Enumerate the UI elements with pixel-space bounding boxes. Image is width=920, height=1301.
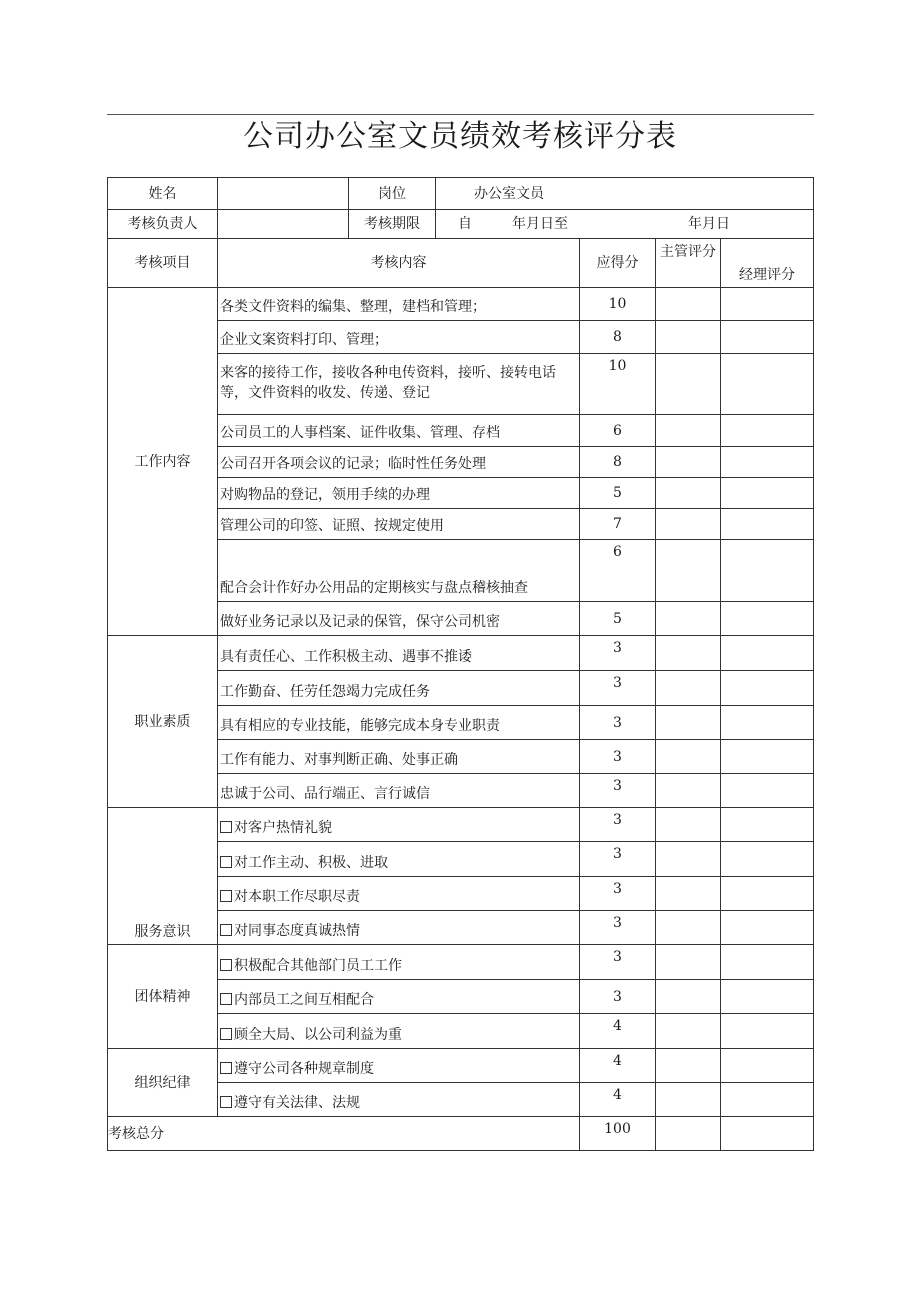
item-points: 5: [580, 478, 656, 509]
item-text: 积极配合其他部门员工工作: [234, 958, 402, 974]
name-field[interactable]: [218, 178, 349, 210]
group-label: 服务意识: [108, 808, 218, 945]
item-text: 公司召开各项会议的记录；临时性任务处理: [220, 456, 486, 472]
col-item: 考核项目: [108, 239, 218, 288]
header-row-name: [108, 178, 814, 210]
period-label: 考核期限: [349, 210, 436, 239]
item-content: [218, 288, 580, 321]
item-points: 3: [580, 945, 656, 980]
table-row: [108, 945, 814, 980]
item-text: 企业文案资料打印、管理；: [220, 332, 388, 348]
manager-score-cell[interactable]: [721, 842, 814, 877]
item-text: 公司员工的人事档案、证件收集、管理、存档: [220, 425, 500, 441]
assessor-field[interactable]: [218, 210, 349, 239]
item-content: [218, 321, 580, 354]
col-content: 考核内容: [218, 239, 580, 288]
item-content: [218, 415, 580, 447]
manager-score-cell[interactable]: [721, 740, 814, 774]
column-header-row: [108, 239, 814, 288]
supervisor-score-cell[interactable]: [656, 415, 721, 447]
item-points: 3: [580, 842, 656, 877]
supervisor-score-cell[interactable]: [656, 1049, 721, 1083]
manager-score-cell[interactable]: [721, 321, 814, 354]
item-text: 各类文件资料的编集、整理，建档和管理；: [220, 299, 486, 315]
item-text: 对本职工作尽职尽责: [234, 889, 360, 905]
checkbox-icon[interactable]: [220, 1096, 232, 1108]
supervisor-score-cell[interactable]: [656, 321, 721, 354]
item-points: 3: [580, 774, 656, 808]
item-content: [218, 478, 580, 509]
supervisor-score-cell[interactable]: [656, 808, 721, 842]
manager-score-cell[interactable]: [721, 945, 814, 980]
position-value: 办公室文员: [436, 178, 814, 210]
group-label: 职业素质: [108, 636, 218, 808]
group-label: 组织纪律: [108, 1049, 218, 1117]
item-content: [218, 447, 580, 478]
checkbox-icon[interactable]: [220, 821, 232, 833]
item-points: 4: [580, 1049, 656, 1083]
total-points: 100: [580, 1117, 656, 1151]
item-points: 4: [580, 1083, 656, 1117]
item-content: [218, 980, 580, 1014]
table-row: [108, 1049, 814, 1083]
item-text: 具有相应的专业技能，能够完成本身专业职责: [220, 718, 500, 734]
item-content: [218, 740, 580, 774]
checkbox-icon[interactable]: [220, 1062, 232, 1074]
item-points: 10: [580, 354, 656, 415]
checkbox-icon[interactable]: [220, 890, 232, 902]
item-points: 5: [580, 602, 656, 636]
item-text: 配合会计作好办公用品的定期核实与盘点稽核抽查: [220, 580, 528, 596]
group-label: 工作内容: [108, 288, 218, 636]
item-text: 对同事态度真诚热情: [234, 923, 360, 939]
supervisor-score-cell[interactable]: [656, 774, 721, 808]
manager-score-cell[interactable]: [721, 540, 814, 602]
item-text: 顾全大局、以公司利益为重: [234, 1027, 402, 1043]
item-content: [218, 877, 580, 911]
item-content: [218, 540, 580, 602]
manager-score-cell[interactable]: [721, 288, 814, 321]
manager-score-cell[interactable]: [721, 415, 814, 447]
col-manager: 经理评分: [721, 239, 814, 288]
manager-score-cell[interactable]: [721, 774, 814, 808]
supervisor-score-cell[interactable]: [656, 478, 721, 509]
checkbox-icon[interactable]: [220, 993, 232, 1005]
table-row: [108, 636, 814, 671]
item-text: 做好业务记录以及记录的保管，保守公司机密: [220, 614, 500, 630]
item-content: [218, 774, 580, 808]
checkbox-icon[interactable]: [220, 959, 232, 971]
checkbox-icon[interactable]: [220, 1028, 232, 1040]
checkbox-icon[interactable]: [220, 856, 232, 868]
period-from: 自: [458, 216, 472, 232]
item-points: 6: [580, 540, 656, 602]
total-row: [108, 1117, 814, 1151]
manager-score-cell[interactable]: [721, 509, 814, 540]
item-points: 7: [580, 509, 656, 540]
supervisor-score-cell[interactable]: [656, 980, 721, 1014]
item-text: 来客的接待工作，接收各种电传资料，接听、接转电话等，文件资料的收发、传递、登记: [220, 364, 556, 401]
item-content: [218, 1014, 580, 1049]
table-row: [108, 808, 814, 842]
total-label: 考核总分: [108, 1117, 580, 1151]
name-label: 姓名: [108, 178, 218, 210]
period-end: 年月日: [688, 216, 730, 232]
item-content: [218, 842, 580, 877]
manager-score-cell[interactable]: [721, 447, 814, 478]
manager-score-cell[interactable]: [721, 911, 814, 945]
evaluation-table: [107, 177, 814, 1151]
manager-score-cell[interactable]: [721, 980, 814, 1014]
supervisor-score-cell[interactable]: [656, 842, 721, 877]
supervisor-score-cell[interactable]: [656, 1014, 721, 1049]
item-points: 3: [580, 808, 656, 842]
manager-score-cell[interactable]: [721, 706, 814, 740]
item-content: [218, 911, 580, 945]
total-supervisor-cell[interactable]: [656, 1117, 721, 1151]
supervisor-score-cell[interactable]: [656, 671, 721, 706]
assessor-label: 考核负责人: [108, 210, 218, 239]
supervisor-score-cell[interactable]: [656, 877, 721, 911]
item-content: [218, 354, 580, 415]
item-points: 6: [580, 415, 656, 447]
supervisor-score-cell[interactable]: [656, 911, 721, 945]
item-text: 对购物品的登记，领用手续的办理: [220, 487, 430, 503]
item-text: 管理公司的印签、证照、按规定使用: [220, 518, 444, 534]
item-content: [218, 1049, 580, 1083]
header-row-assessor: [108, 210, 814, 239]
supervisor-score-cell[interactable]: [656, 706, 721, 740]
item-points: 10: [580, 288, 656, 321]
supervisor-score-cell[interactable]: [656, 354, 721, 415]
item-content: [218, 808, 580, 842]
item-text: 对客户热情礼貌: [234, 820, 332, 836]
position-label: 岗位: [349, 178, 436, 210]
manager-score-cell[interactable]: [721, 602, 814, 636]
supervisor-score-cell[interactable]: [656, 602, 721, 636]
manager-score-cell[interactable]: [721, 354, 814, 415]
item-points: 3: [580, 740, 656, 774]
supervisor-score-cell[interactable]: [656, 945, 721, 980]
item-text: 工作勤奋、任劳任怨竭力完成任务: [220, 684, 430, 700]
item-content: [218, 945, 580, 980]
item-points: 3: [580, 980, 656, 1014]
table-row: [108, 288, 814, 321]
item-content: [218, 706, 580, 740]
manager-score-cell[interactable]: [721, 808, 814, 842]
page-title: 公司办公室文员绩效考核评分表: [243, 119, 677, 154]
item-text: 工作有能力、对事判断正确、处事正确: [220, 752, 458, 768]
manager-score-cell[interactable]: [721, 478, 814, 509]
supervisor-score-cell[interactable]: [656, 540, 721, 602]
item-text: 具有责任心、工作积极主动、遇事不推诿: [220, 649, 472, 665]
checkbox-icon[interactable]: [220, 924, 232, 936]
item-text: 对工作主动、积极、进取: [234, 855, 388, 871]
manager-score-cell[interactable]: [721, 1014, 814, 1049]
item-points: 3: [580, 911, 656, 945]
supervisor-score-cell[interactable]: [656, 740, 721, 774]
item-points: 8: [580, 321, 656, 354]
manager-score-cell[interactable]: [721, 636, 814, 671]
manager-score-cell[interactable]: [721, 671, 814, 706]
item-text: 遵守公司各种规章制度: [234, 1061, 374, 1077]
group-label: 团体精神: [108, 945, 218, 1049]
manager-score-cell[interactable]: [721, 877, 814, 911]
item-content: [218, 602, 580, 636]
manager-score-cell[interactable]: [721, 1049, 814, 1083]
item-content: [218, 636, 580, 671]
item-text: 遵守有关法律、法规: [234, 1095, 360, 1111]
manager-score-cell[interactable]: [721, 1083, 814, 1117]
item-text: 忠诚于公司、品行端正、言行诚信: [220, 786, 430, 802]
total-manager-cell[interactable]: [721, 1117, 814, 1151]
item-points: 3: [580, 636, 656, 671]
supervisor-score-cell[interactable]: [656, 1083, 721, 1117]
period-value: [436, 210, 814, 239]
item-content: [218, 1083, 580, 1117]
item-points: 3: [580, 877, 656, 911]
item-points: 8: [580, 447, 656, 478]
item-points: 3: [580, 706, 656, 740]
item-points: 3: [580, 671, 656, 706]
supervisor-score-cell[interactable]: [656, 509, 721, 540]
col-points: 应得分: [580, 239, 656, 288]
supervisor-score-cell[interactable]: [656, 636, 721, 671]
item-content: [218, 671, 580, 706]
col-supervisor: 主管评分: [656, 239, 721, 288]
top-rule: [107, 114, 814, 115]
supervisor-score-cell[interactable]: [656, 447, 721, 478]
item-content: [218, 509, 580, 540]
item-text: 内部员工之间互相配合: [234, 992, 374, 1008]
item-points: 4: [580, 1014, 656, 1049]
period-mid: 年月日至: [512, 216, 568, 232]
supervisor-score-cell[interactable]: [656, 288, 721, 321]
